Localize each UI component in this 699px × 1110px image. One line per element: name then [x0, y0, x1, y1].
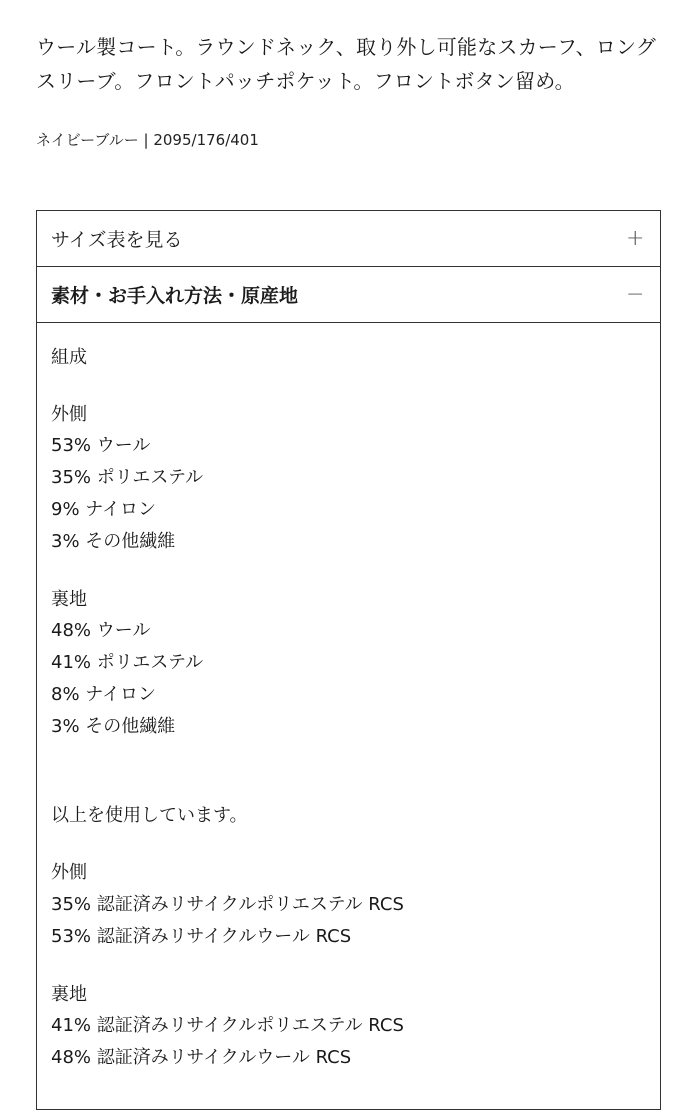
outer-material: 35% ポリエステル: [51, 467, 204, 488]
used-outer-material: 35% 認証済みリサイクルポリエステル RCS: [51, 894, 404, 915]
lining-material: 3% その他繊維: [51, 716, 176, 737]
product-info-accordion: [36, 210, 661, 1110]
used-outer-label: 外側: [51, 862, 87, 883]
plus-icon: +: [626, 226, 645, 251]
used-lining-material: 48% 認証済みリサイクルウール RCS: [51, 1047, 352, 1068]
outer-label: 外側: [51, 404, 87, 425]
lining-material: 41% ポリエステル: [51, 652, 204, 673]
description-line: ウール製コート。ラウンドネック、取り外し可能なスカーフ、ロング: [36, 35, 656, 59]
used-heading: 以上を使用しています。: [51, 805, 248, 826]
materials-care-origin-toggle[interactable]: [37, 267, 660, 323]
outer-material: 9% ナイロン: [51, 499, 157, 520]
materials-care-origin-label: 素材・お手入れ方法・原産地: [51, 285, 299, 307]
description-line: スリーブ。フロントパッチポケット。フロントボタン留め。: [36, 69, 575, 93]
color-and-reference: ネイビーブルー | 2095/176/401: [36, 131, 259, 149]
size-chart-toggle[interactable]: [37, 211, 660, 267]
lining-label: 裏地: [51, 589, 87, 610]
minus-icon: −: [626, 282, 645, 307]
lining-material: 8% ナイロン: [51, 684, 157, 705]
size-chart-label: サイズ表を見る: [51, 229, 183, 251]
composition-heading: 組成: [51, 347, 87, 368]
product-description: [36, 30, 666, 98]
used-outer-material: 53% 認証済みリサイクルウール RCS: [51, 926, 352, 947]
used-lining-label: 裏地: [51, 984, 87, 1005]
outer-material: 3% その他繊維: [51, 531, 176, 552]
outer-material: 53% ウール: [51, 435, 151, 456]
used-lining-material: 41% 認証済みリサイクルポリエステル RCS: [51, 1015, 404, 1036]
lining-material: 48% ウール: [51, 620, 151, 641]
